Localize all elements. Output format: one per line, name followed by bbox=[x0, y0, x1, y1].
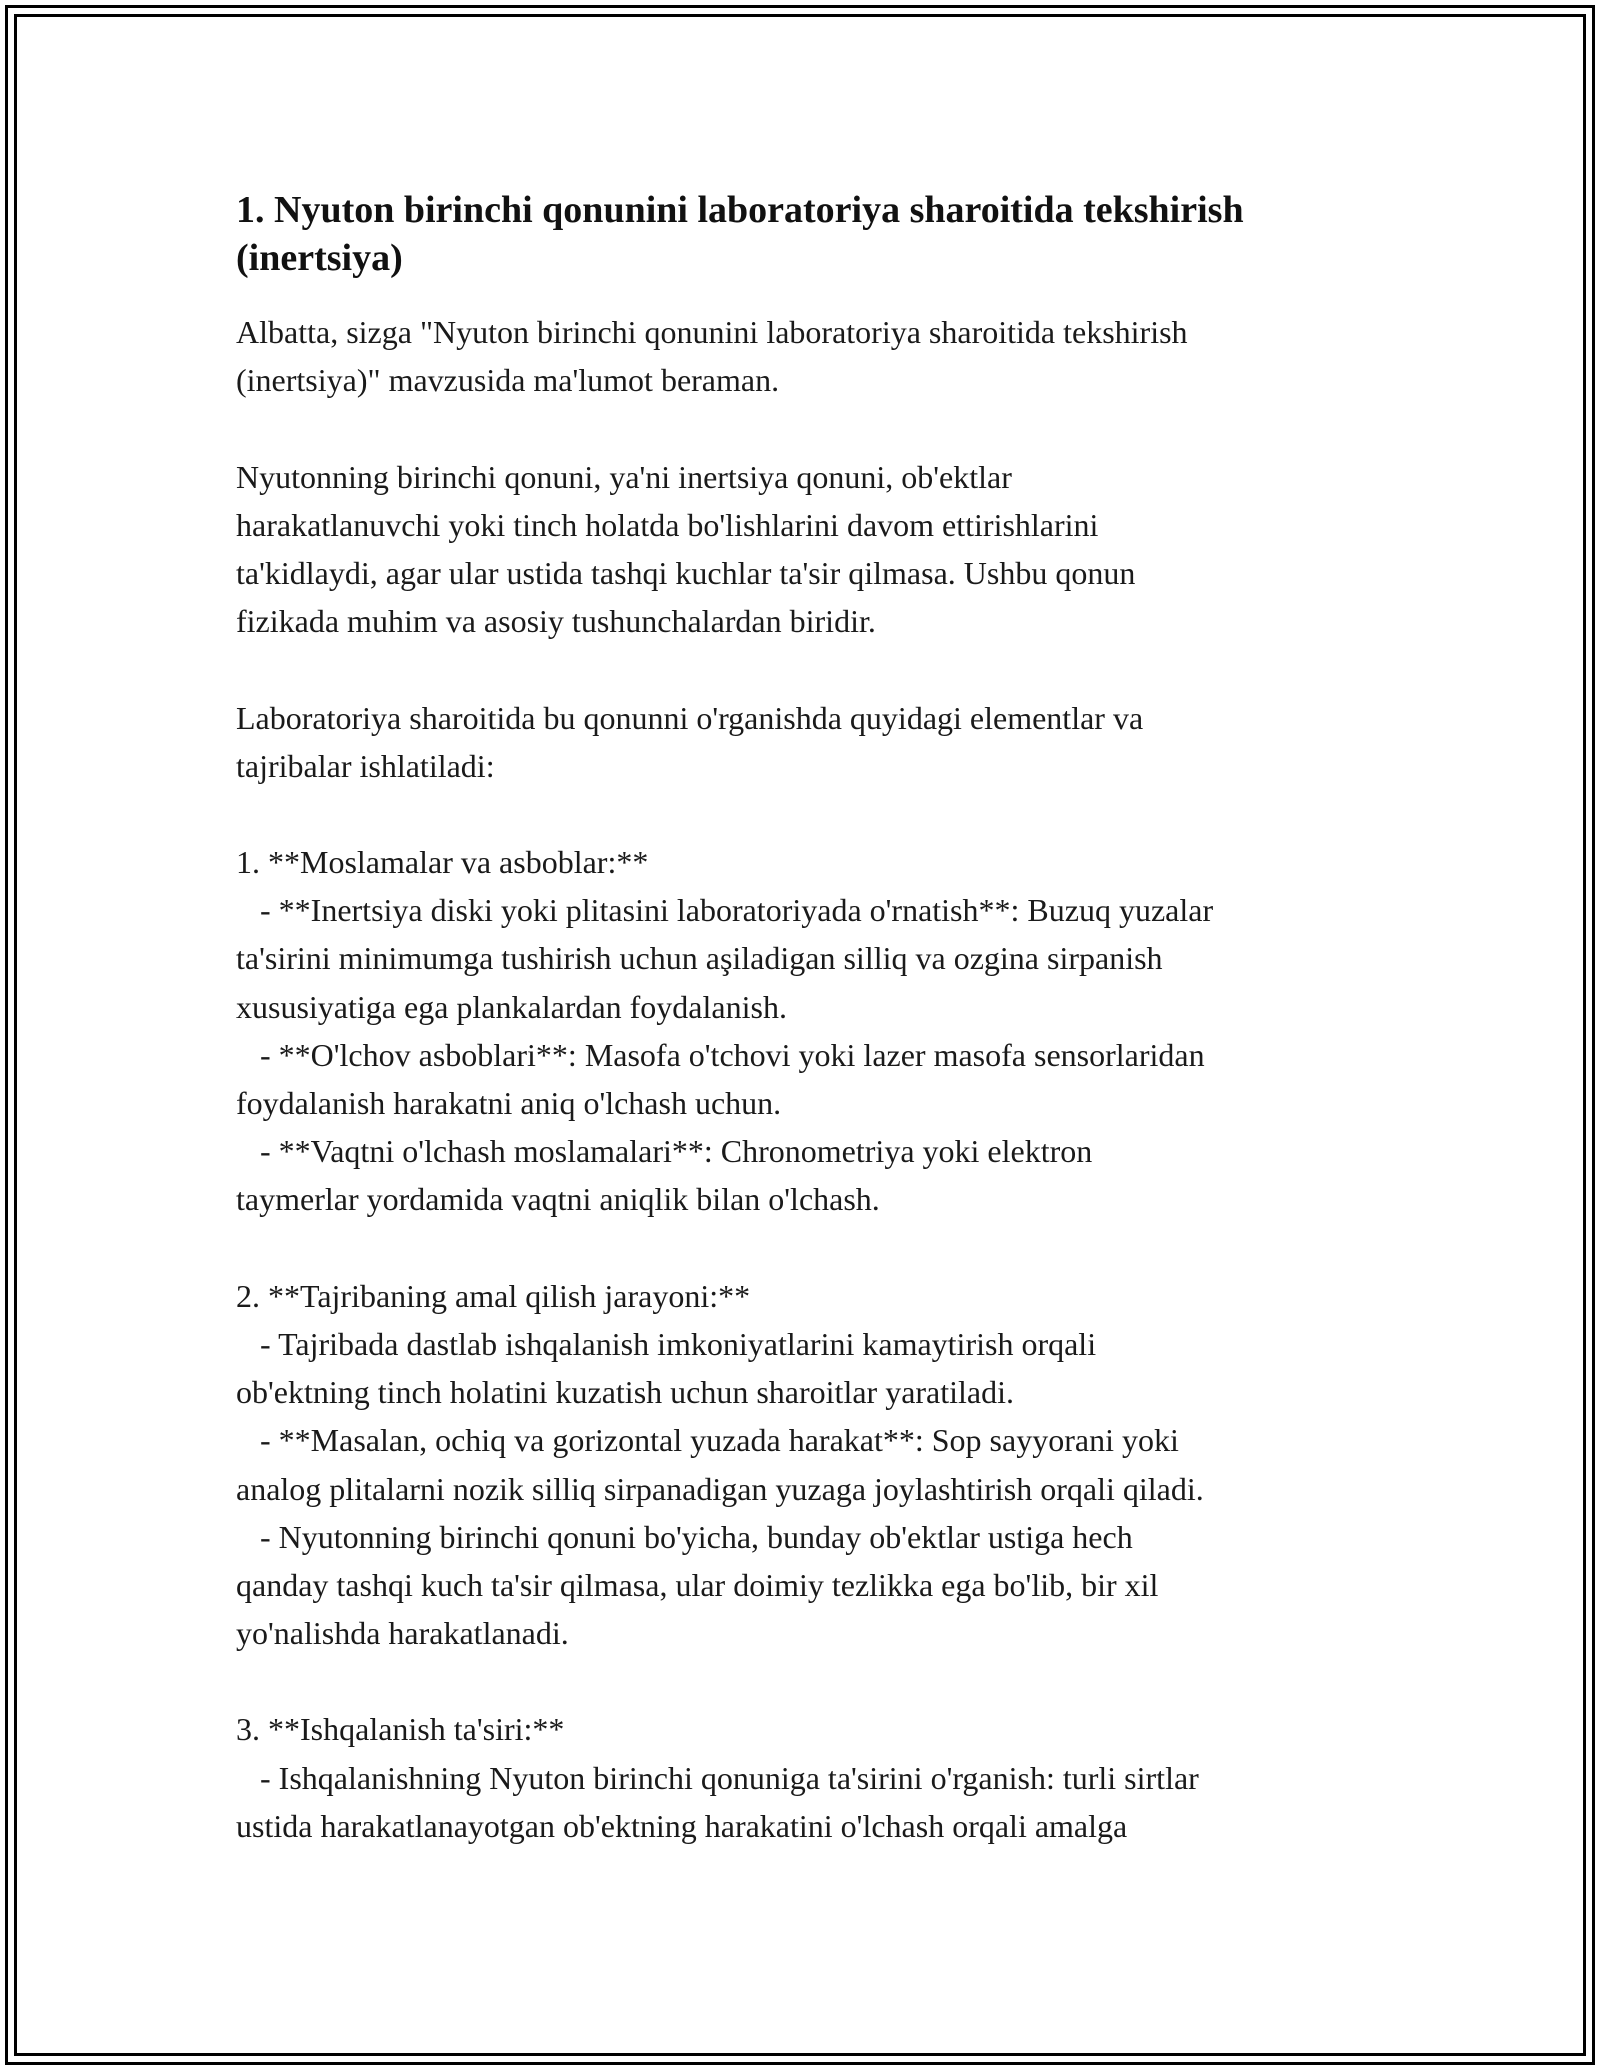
body-text-line: 1. **Moslamalar va asboblar:** bbox=[236, 844, 649, 881]
body-text-line: fizikada muhim va asosiy tushunchalardan biridir. bbox=[236, 603, 876, 640]
body-text-line: tajribalar ishlatiladi: bbox=[236, 747, 495, 784]
body-text-line: - **Vaqtni o'lchash moslamalari**: Chronometriya yoki elektron bbox=[236, 1133, 1093, 1170]
document-body bbox=[236, 308, 1366, 1850]
body-text-line: foydalanish harakatni aniq o'lchash uchun. bbox=[236, 1085, 782, 1121]
body-text-line bbox=[236, 790, 1366, 838]
body-text-line: ustida harakatlanayotgan ob'ektning harakatini o'lchash orqali amalga bbox=[236, 1807, 1128, 1844]
body-text-line: ob'ektning tinch holatini kuzatish uchun sharoitlar yaratiladi. bbox=[236, 1374, 1015, 1411]
body-text-line: - Ishqalanishning Nyuton birinchi qonuniga ta'sirini o'rganish: turli sirtlar bbox=[236, 1759, 1199, 1796]
body-text-line bbox=[236, 645, 1366, 693]
body-text-line: Nyutonning birinchi qonuni, ya'ni inertsiya qonuni, ob'ektlar bbox=[236, 458, 1012, 495]
body-text-line bbox=[236, 404, 1366, 452]
body-text-line: xususiyatiga ega plankalardan foydalanish. bbox=[236, 988, 787, 1025]
body-text-line bbox=[236, 1224, 1366, 1272]
body-text-line bbox=[236, 1657, 1366, 1705]
title-line: 1. Nyuton birinchi qonunini laboratoriya sharoitida tekshirish bbox=[236, 189, 1244, 231]
title-line: (inertsiya) bbox=[236, 237, 403, 279]
body-text-line: Laboratoriya sharoitida bu qonunni o'rganishda quyidagi elementlar va bbox=[236, 699, 1144, 736]
body-text-line: qanday tashqi kuch ta'sir qilmasa, ular doimiy tezlikka ega bo'lib, bir xil bbox=[236, 1566, 1159, 1603]
body-text-line: - Nyutonning birinchi qonuni bo'yicha, bunday ob'ektlar ustiga hech bbox=[236, 1518, 1133, 1555]
body-text-line: yo'nalishda harakatlanadi. bbox=[236, 1615, 569, 1652]
body-text-line: - **Inertsiya diski yoki plitasini laboratoriyada o'rnatish**: Buzuq yuzalar bbox=[236, 892, 1214, 929]
body-text-line: ta'kidlaydi, agar ular ustida tashqi kuchlar ta'sir qilmasa. Ushbu qonun bbox=[236, 554, 1136, 591]
body-text-line: 2. **Tajribaning amal qilish jarayoni:** bbox=[236, 1277, 751, 1314]
body-text-line: analog plitalarni nozik silliq sirpanadigan yuzaga joylashtirish orqali qiladi. bbox=[236, 1470, 1204, 1507]
document-title bbox=[236, 186, 1366, 282]
body-text-line: taymerlar yordamida vaqtni aniqlik bilan o'lchash. bbox=[236, 1181, 880, 1218]
body-text-line: - **Masalan, ochiq va gorizontal yuzada harakat**: Sop sayyorani yoki bbox=[236, 1422, 1179, 1459]
body-text-line: - Tajribada dastlab ishqalanish imkoniyatlarini kamaytirish orqali bbox=[236, 1325, 1097, 1362]
body-text-line: Albatta, sizga "Nyuton birinchi qonunini laboratoriya sharoitida tekshirish bbox=[236, 314, 1188, 350]
body-text-line: - **O'lchov asboblari**: Masofa o'tchovi yoki lazer masofa sensorlaridan bbox=[236, 1036, 1205, 1073]
document-content bbox=[236, 186, 1366, 1850]
body-text-line: (inertsiya)" mavzusida ma'lumot beraman. bbox=[236, 362, 780, 399]
body-text-line: harakatlanuvchi yoki tinch holatda bo'lishlarini davom ettirishlarini bbox=[236, 506, 1099, 543]
body-text-line: ta'sirini minimumga tushirish uchun aşiladigan silliq va ozgina sirpanish bbox=[236, 940, 1163, 977]
body-text-line: 3. **Ishqalanish ta'siri:** bbox=[236, 1711, 565, 1748]
